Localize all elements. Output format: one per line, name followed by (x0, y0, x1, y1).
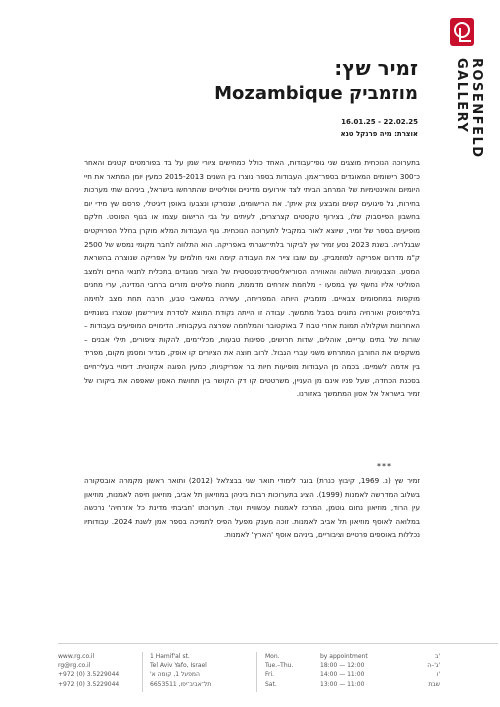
website-link[interactable]: www.rg.co.il (58, 653, 95, 660)
hours-row (265, 652, 455, 661)
phone-number[interactable]: +972 (0) 3.5229044 (58, 671, 120, 679)
logo-name-line1: ROSENFELD (469, 58, 484, 159)
hours-day: Sat. (265, 680, 277, 688)
hours-day: Mon. (265, 653, 280, 660)
hours-day: Tue.–Thu. (265, 662, 294, 670)
hours-time: by appointment (320, 653, 368, 660)
section-separator: *** (377, 462, 392, 471)
logo-wordmark (444, 58, 484, 208)
hours-day-he: ב' (434, 653, 440, 660)
footer-column-divider (142, 652, 143, 692)
address-line: Tel Aviv Yafo, Israel (150, 662, 207, 670)
email-link[interactable]: rg@rg.co.il (58, 662, 91, 670)
footer-divider (58, 643, 498, 644)
rg-logo-icon (450, 18, 474, 46)
hours-day-he: ו' (436, 671, 440, 679)
footer-contact (58, 652, 138, 689)
hours-time: 14:00 — 11:00 (320, 671, 365, 679)
hours-day-he: ג'–ה' (427, 662, 440, 670)
artist-bio-text: זמיר שץ (נ. 1969, קיבוץ כנרת) בוגר לימודי תואר שני בבצלאל (2012) ותואר ראשון מקמרה אובסקורה בשלוב המדרשה לאמנות (1999). הציג בתערוכות רבות ביניהן במוזיאון תל אביב, מוזיאון חיפה לאמנות, מוזיאון עין הרוד, מוזיאון נחום גוטמן, המרכז לאמנות עכשווית ועוד. תערוכתו 'חביבתי מדינת כל אזרחיה' נרכשה במלואה לאוסף מוזיאון תל אביב לאמנות. זוכה מענק מפעל הפיס לתמיכה בספר אמן לשנת 2024. עבודותיו נכללות באוספים פרטיים וציבוריים, ביניהם אוסף 'הארץ' לאמנות. (84, 476, 420, 540)
hours-row (265, 661, 455, 670)
exhibition-text (84, 156, 420, 401)
whatsapp-number[interactable]: +972 (0) 3.5229044 (58, 680, 120, 688)
hours-day: Fri. (265, 671, 275, 679)
address-line: תל־אביב־יפו, 6653511 (150, 680, 212, 688)
exhibition-title: מוזמביק Mozambique (214, 83, 418, 104)
footer-address (150, 652, 250, 689)
logo-name-line2: GALLERY (454, 58, 469, 134)
hours-row (265, 680, 455, 689)
address-line: המפעל 1, קומה א' (150, 671, 200, 679)
exhibition-header (118, 56, 418, 138)
hours-row (265, 670, 455, 679)
gallery-logo (446, 18, 484, 159)
curator-credit: אוצרת: מיה פרנקל טנא (340, 130, 418, 138)
artist-bio (84, 474, 420, 542)
hours-time: 13:00 — 11:00 (320, 680, 365, 688)
exhibition-paragraph: בתערוכה הנוכחית מוצגים שני גופי־עבודות, האחד כולל כמחישים ציורי שמן על בד בפורמטים קטנים והאחר כ־300 רישומים המאוגדים בספר־אמן. העבודות בספר נוצרו בין השנים 2015-2013 כמעין יומן המתאר את חיי היומיום והאינטימיות של המרחב הביתי לצד אירועים מדיניים ופוליטיים שהתרחשו בישראל, ביניהם שתי מערכות בחירות, גל פיגועים קשים ומבצע צוק איתן'. את הרישומים, שנסרקו ונצבעו באופן דיגיטלי, פרסם שץ מידי יום בחשבון הפייסבוק שלו, בצירוף טקסטים קצרצרים, לעיתים על גבי הרישום עצמו או בגוף הפוסט. חלקם מופיעים בספר של זמיר, שיוצא לאור במקביל לתערוכה הנוכחית. גוף העבודות המלא מוקרן בחלל הפרויקטים שבגלריה. בשנת 2023 נסע זמיר שץ לביקור בלתי־שגרתי באפריקה. הוא התלווה לחבר מקומי נמסש של 2500 ק"מ מדרום אפריקה למוזמביק. עם שובו צייר את העבודה קימה ואני חולמים על אפריקה שנוצרה בהשראת המסע. הצבעוניות השלווה והאווירה הסוריאליסטית־פנטסטית של הציור מנוגדים בתכלית לתנאי החיים ולמצב הפוליטי אליו נחשף שץ במסעו - מלחמת אזרחים מדממת, מחנות פליטים מזרים ברחבי המדינה, ערי מחנים מוקפות במחסומים צבאיים. מזמביק היותה המפריחה, עשירה במשאבי טבע, חרבה תחת מצב לחימה בלתי־פוסק ואורחיה נתונים בסבל מתמשך. עבודה זו הייתה נקודת המוצא לסדרת ציורי־שמן שנוצרו בשנתיים האחרונות ושקלולה תמונת אחרי טבח 7 באוקטובר והמלחמה שפרצה בעקבותיו. הדימויים המופיעים בעבודות – שורות של בתים ערייים, אוהלים, שדות חרושים, ספינות טבעות, מכלי־מים, להקות ציפורים, תילי אבנים – משקפים את החורבן המתרחש משני עברי הגבול. לרוב חוצה את הציורים קו אופק, מגדיר ומסמן מקום, מפריד בין אדמה לשמיים. בכמה מן העבודות מופיעות חיות בר אפריקניות, כמעין הפוגה אקזוטית. דימויי בעלי־חיים בסכנת הכחדה, שעל פניו אינם מן העניין, משרטטים קו דק הקושר בין תחושת האסון שאפפה את ביקורו של זמיר בישראל אל אסון המתמשך באזורנו. (84, 158, 421, 399)
hours-time: 18:00 — 12:00 (320, 662, 365, 670)
exhibition-dates: 16.01.25 - 22.02.25 (341, 118, 418, 126)
footer-hours (265, 652, 455, 689)
address-line: 1 Hamif'al st. (150, 653, 190, 660)
hours-day-he: שבת (428, 680, 440, 688)
footer-column-divider (256, 652, 257, 692)
artist-title: זמיר שץ: (334, 56, 418, 80)
